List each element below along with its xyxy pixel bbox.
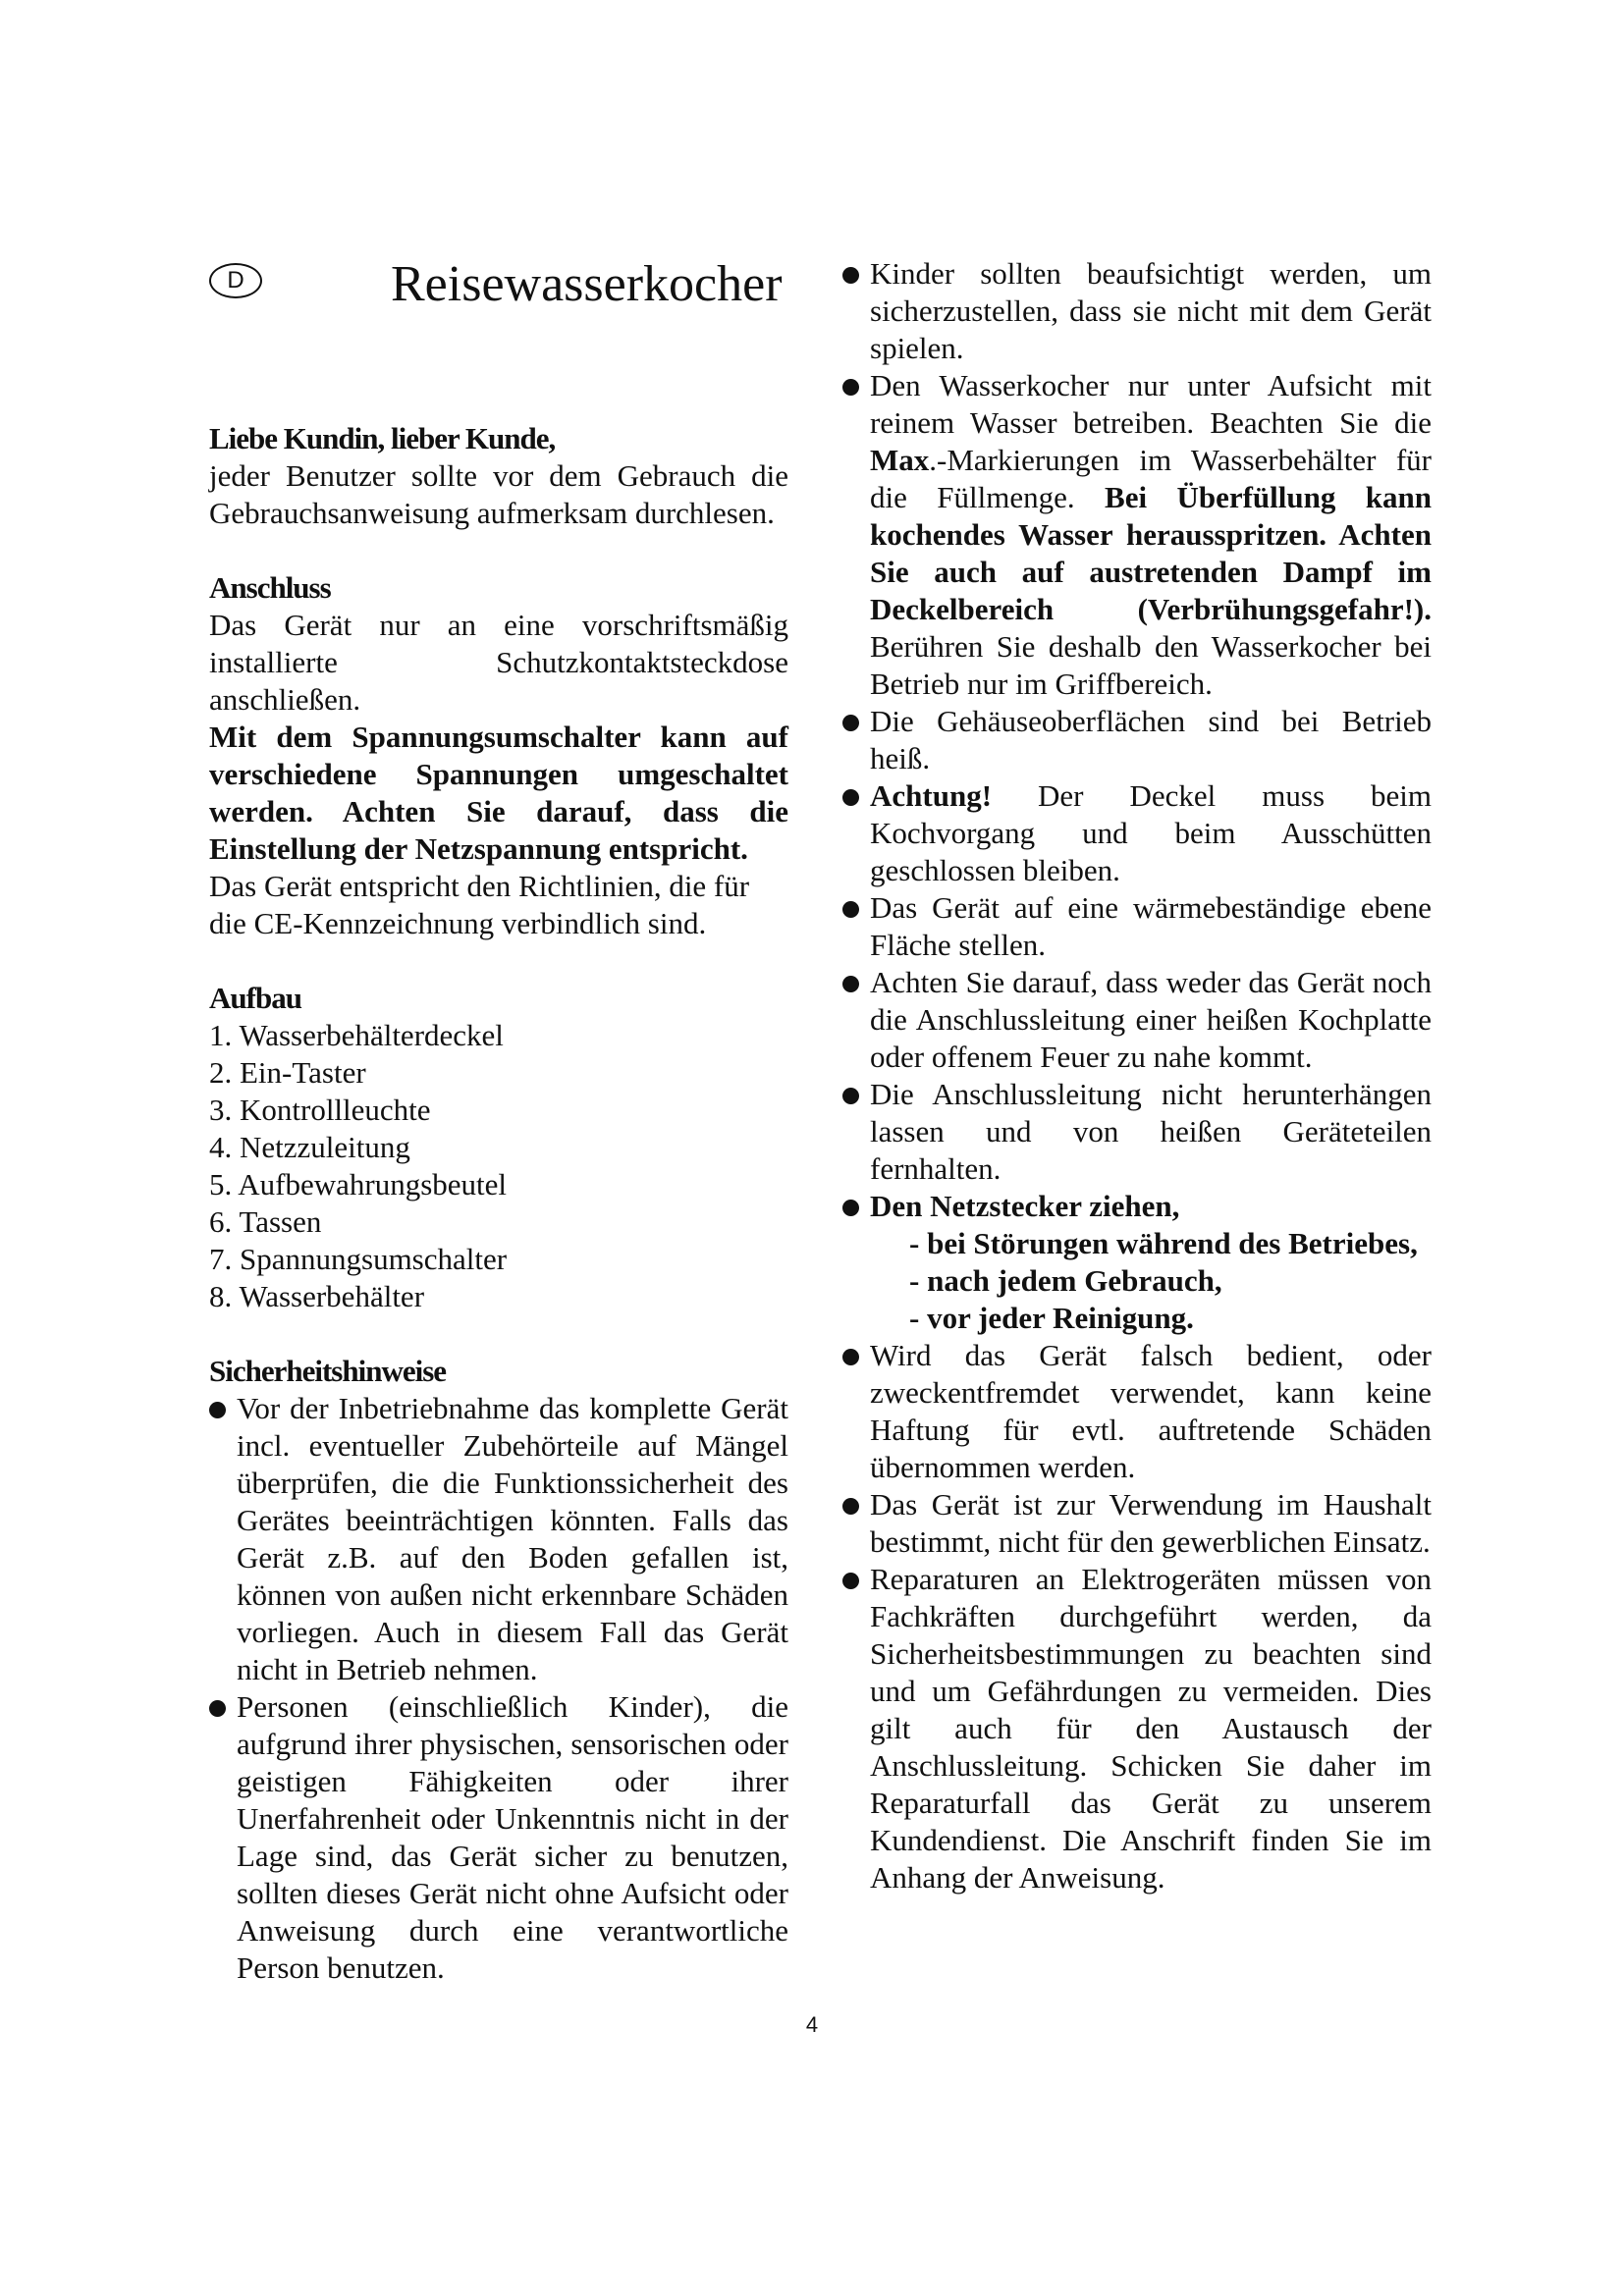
left-column <box>209 255 788 1987</box>
anschluss-text: Das Gerät nur an eine vorschriftsmäßig installierte Schutzkontaktsteckdose anschließen. <box>209 608 788 717</box>
intro-text: jeder Benutzer sollte vor dem Gebrauch die Gebrauchsanweisung aufmerksam durchlesen. <box>209 458 788 530</box>
section-heading-anschluss: Anschluss <box>209 570 331 605</box>
safety-item-leitung: Die Anschlussleitung nicht herunterhängen lassen und von heißen Geräteteilen fernhalten. <box>842 1076 1432 1188</box>
part-item: 5. Aufbewahrungsbeutel <box>209 1167 508 1201</box>
language-badge: D <box>209 263 262 298</box>
part-item: 4. Netzzuleitung <box>209 1130 410 1164</box>
safety-item-haftung: Wird das Gerät falsch bedient, oder zweckentfremdet verwendet, kann keine Haftung für evtl. auftretende Schäden übernommen werden. <box>842 1337 1432 1486</box>
part-item: 1. Wasserbehälterdeckel <box>209 1018 504 1052</box>
safety-item-achtung: Achtung! Der Deckel muss beim Kochvorgang und beim Ausschütten geschlossen bleiben. <box>842 777 1432 889</box>
part-item: 8. Wasserbehälter <box>209 1279 425 1313</box>
anschluss-warning: Mit dem Spannungsumschalter kann auf verschiedene Spannungen umgeschaltet werden. Achten Sie darauf, dass die Einstellung der Netzspannung entspricht. <box>209 720 788 866</box>
safety-list-right <box>842 255 1432 1896</box>
safety-item-kinder: Kinder sollten beaufsichtigt werden, um sicherzustellen, dass sie nicht mit dem Gerät spielen. <box>842 255 1432 367</box>
safety-item-flaeche: Das Gerät auf eine wärmebeständige ebene Fläche stellen. <box>842 889 1432 964</box>
part-item: 7. Spannungsumschalter <box>209 1242 508 1276</box>
page-title: Reisewasserkocher <box>391 256 783 312</box>
safety-item: Personen (einschließlich Kinder), die aufgrund ihrer physischen, sensorischen oder geistigen Fähigkeiten oder ihrer Unerfahrenheit oder Unkenntnis nicht in der Lage sind, das Gerät sicher zu benutzen, sollten dieses Gerät nicht ohne Aufsicht oder Anweisung durch eine verantwortliche Person benutzen. <box>209 1688 788 1987</box>
part-item: 2. Ein-Taster <box>209 1055 366 1090</box>
safety-item-kochplatte: Achten Sie darauf, dass weder das Gerät noch die Anschlussleitung einer heißen Kochplatte oder offenem Feuer zu nahe kommt. <box>842 964 1432 1076</box>
safety-item-gehaeuse: Die Gehäuseoberflächen sind bei Betrieb heiß. <box>842 703 1432 777</box>
safety-item-netzstecker: Den Netzstecker ziehen, - bei Störungen während des Betriebes, - nach jedem Gebrauch, - vor jeder Reinigung. <box>842 1188 1432 1337</box>
page-number: 4 <box>805 2012 819 2037</box>
section-heading-sicherheit: Sicherheitshinweise <box>209 1354 447 1388</box>
parts-list <box>209 1017 788 1315</box>
part-item: 6. Tassen <box>209 1204 322 1239</box>
part-item: 3. Kontrollleuchte <box>209 1093 431 1127</box>
section-heading-aufbau: Aufbau <box>209 981 301 1015</box>
ce-text: Das Gerät entspricht den Richtlinien, die für die CE-Kennzeichnung verbindlich sind. <box>209 869 750 940</box>
page-header <box>209 255 788 344</box>
safety-item-reparatur: Reparaturen an Elektrogeräten müssen von Fachkräften durchgeführt werden, da Sicherheitsbestimmungen zu beachten sind und um Gefährdungen zu vermeiden. Dies gilt auch für den Austausch der Anschlussleitung. Schicken Sie daher im Reparaturfall das Gerät zu unserem Kundendienst. Die Anschrift finden Sie im Anhang der Anweisung. <box>842 1561 1432 1896</box>
right-column <box>842 255 1432 1896</box>
safety-item-haushalt: Das Gerät ist zur Verwendung im Haushalt bestimmt, nicht für den gewerblichen Einsatz. <box>842 1486 1432 1561</box>
safety-list-left <box>209 1390 788 1987</box>
intro-greeting: Liebe Kundin, lieber Kunde, <box>209 421 556 455</box>
safety-item-wasser: Den Wasserkocher nur unter Aufsicht mit reinem Wasser betreiben. Beachten Sie die Max.-Markierungen im Wasserbehälter für die Füllmenge. Bei Überfüllung kann kochendes Wasser herausspritzen. Achten Sie auch auf austretenden Dampf im Deckelbereich (Verbrühungsgefahr!). Berühren Sie deshalb den Wasserkocher bei Betrieb nur im Griffbereich. <box>842 367 1432 703</box>
safety-item: Vor der Inbetriebnahme das komplette Gerät incl. eventueller Zubehörteile auf Mängel überprüfen, die die Funktionssicherheit des Gerätes beeinträchtigen könnten. Falls das Gerät z.B. auf den Boden gefallen ist, können von außen nicht erkennbare Schäden vorliegen. Auch in diesem Fall das Gerät nicht in Betrieb nehmen. <box>209 1390 788 1688</box>
